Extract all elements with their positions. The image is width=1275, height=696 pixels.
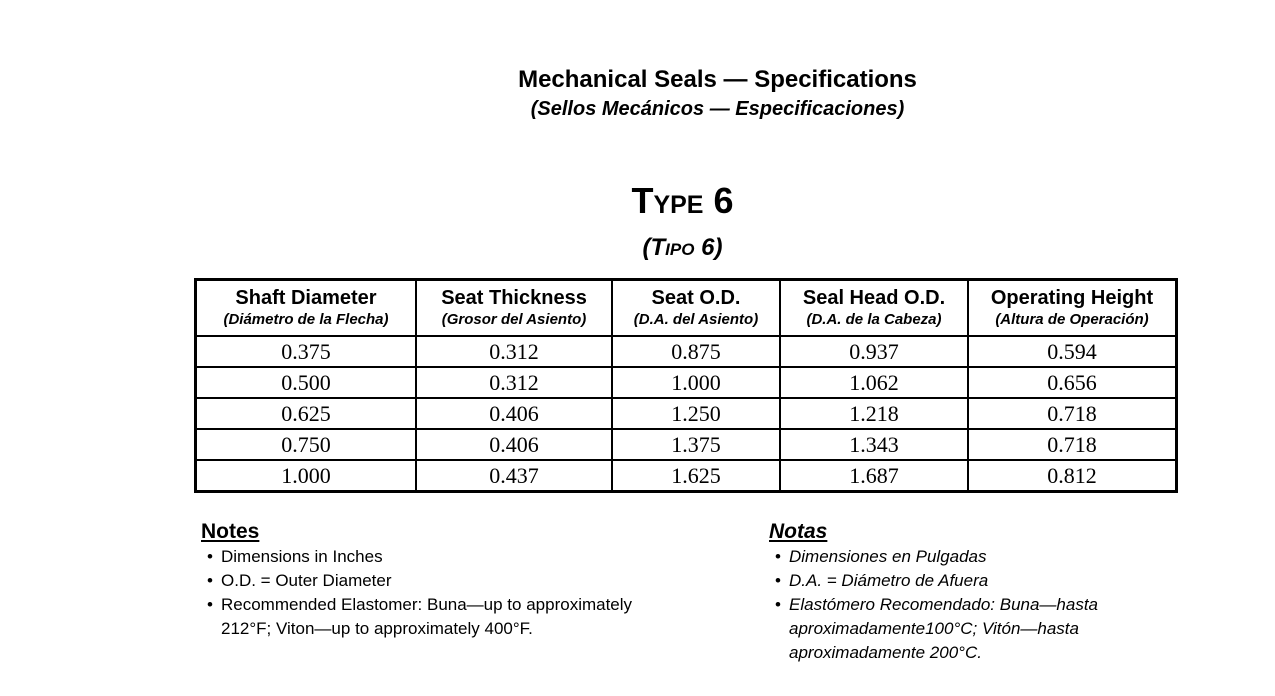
table-cell: 0.718 xyxy=(968,398,1177,429)
table-cell: 1.375 xyxy=(612,429,780,460)
column-header-seat-thickness xyxy=(416,280,612,337)
table-cell: 0.594 xyxy=(968,336,1177,367)
column-header-label-spanish: (Altura de Operación) xyxy=(995,311,1149,328)
column-header-seal-head-od xyxy=(780,280,968,337)
table-cell: 1.000 xyxy=(612,367,780,398)
list-item: • Dimensions in Inches xyxy=(201,545,671,569)
column-header-label: Seat Thickness xyxy=(441,287,587,309)
column-header-label: Seat O.D. xyxy=(651,287,741,309)
page-title: Mechanical Seals — Specifications xyxy=(518,66,917,93)
table-cell: 0.437 xyxy=(416,460,612,492)
type-heading: Type 6 xyxy=(631,180,734,221)
notes-heading: Notes xyxy=(201,520,260,543)
column-header-label-spanish: (D.A. del Asiento) xyxy=(633,311,759,328)
column-header-label: Seal Head O.D. xyxy=(802,287,946,309)
table-cell: 0.406 xyxy=(416,429,612,460)
specifications-table xyxy=(194,278,1178,493)
list-item: • Elastómero Recomendado: Buna—hasta aproximadamente100°C; Vitón—hasta aproximadamente 200°C. xyxy=(769,593,1189,665)
column-header-seat-od xyxy=(612,280,780,337)
notes-english xyxy=(201,519,671,641)
column-header-operating-height xyxy=(968,280,1177,337)
table-cell: 1.062 xyxy=(780,367,968,398)
table-cell: 1.625 xyxy=(612,460,780,492)
table-cell: 0.500 xyxy=(196,367,417,398)
table-cell: 0.375 xyxy=(196,336,417,367)
table-row xyxy=(196,336,1177,367)
list-item: • Dimensiones en Pulgadas xyxy=(769,545,1189,569)
table-cell: 0.625 xyxy=(196,398,417,429)
table-cell: 1.218 xyxy=(780,398,968,429)
page-subtitle: (Sellos Mecánicos — Especificaciones) xyxy=(530,98,905,120)
table-cell: 1.000 xyxy=(196,460,417,492)
column-header-shaft-diameter xyxy=(196,280,417,337)
table-cell: 0.312 xyxy=(416,367,612,398)
table-cell: 0.750 xyxy=(196,429,417,460)
table-cell: 0.937 xyxy=(780,336,968,367)
column-header-label: Operating Height xyxy=(990,287,1154,309)
notes-heading-spanish: Notas xyxy=(769,520,828,543)
table-cell: 0.312 xyxy=(416,336,612,367)
table-cell: 0.875 xyxy=(612,336,780,367)
table-cell: 1.687 xyxy=(780,460,968,492)
list-item: • Recommended Elastomer: Buna—up to approximately 212°F; Viton—up to approximately 400°F. xyxy=(201,593,671,641)
type-subheading: (Tipo 6) xyxy=(642,234,723,261)
table-row xyxy=(196,367,1177,398)
table-row xyxy=(196,429,1177,460)
table-cell: 1.250 xyxy=(612,398,780,429)
table-cell: 0.656 xyxy=(968,367,1177,398)
notes-list xyxy=(201,545,671,641)
notes-spanish xyxy=(769,519,1189,665)
table-cell: 1.343 xyxy=(780,429,968,460)
list-item: • D.A. = Diámetro de Afuera xyxy=(769,569,1189,593)
column-header-label-spanish: (D.A. de la Cabeza) xyxy=(806,311,942,328)
table-row xyxy=(196,460,1177,492)
table-header-row xyxy=(196,280,1177,337)
table-cell: 0.718 xyxy=(968,429,1177,460)
table-cell: 0.812 xyxy=(968,460,1177,492)
notes-list-spanish xyxy=(769,545,1189,665)
list-item: • O.D. = Outer Diameter xyxy=(201,569,671,593)
column-header-label-spanish: (Diámetro de la Flecha) xyxy=(223,311,389,328)
column-header-label: Shaft Diameter xyxy=(235,287,377,309)
table-row xyxy=(196,398,1177,429)
column-header-label-spanish: (Grosor del Asiento) xyxy=(441,311,587,328)
table-cell: 0.406 xyxy=(416,398,612,429)
